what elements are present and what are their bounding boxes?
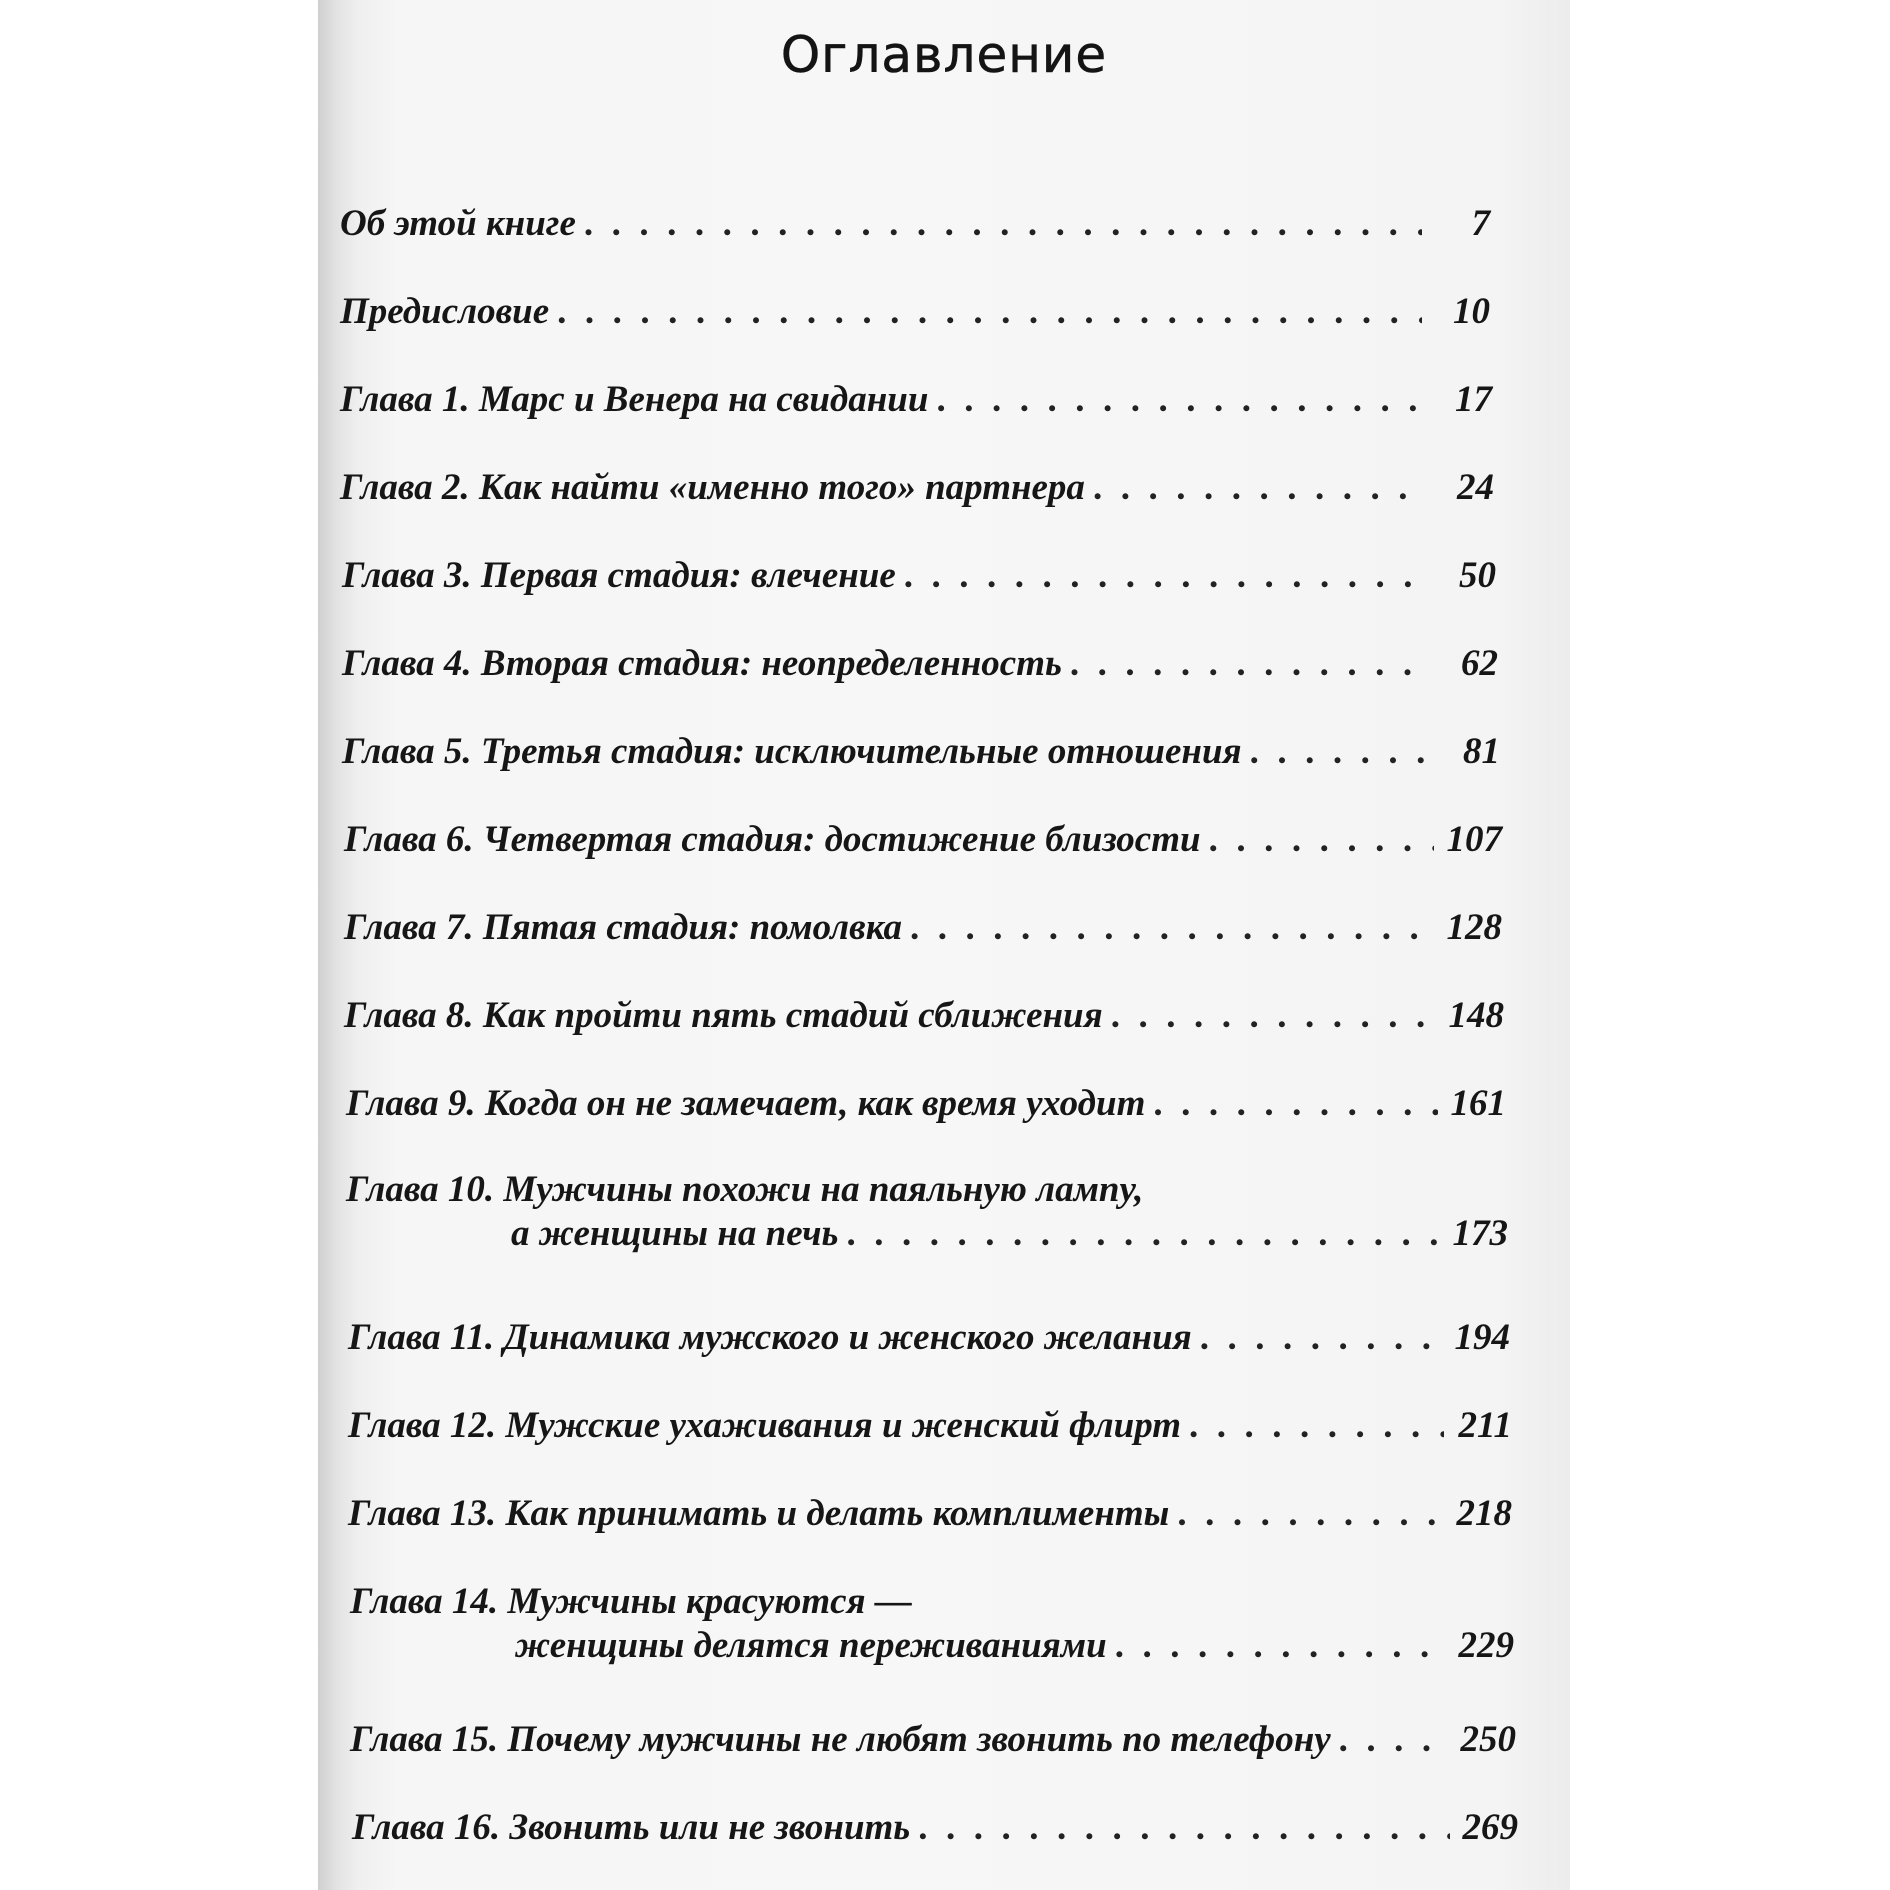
dot-leader [557,290,1422,334]
dot-leader [910,906,1434,950]
toc-entry [344,818,1502,862]
toc-entry-label: Предисловие [340,291,550,332]
toc-entry-label: Глава 3. Первая стадия: влечение [342,555,896,596]
toc-page-number: 161 [1450,1083,1506,1124]
toc-entry [348,1404,1512,1448]
toc-entry-label: Глава 4. Вторая стадия: неопределенность [342,643,1062,684]
toc-entry-label: Глава 13. Как принимать и делать комплименты [348,1493,1170,1534]
toc-entry [340,202,1490,246]
toc-page-number: 173 [1452,1213,1508,1254]
toc-entry-continuation: женщины делятся переживаниями [515,1625,1107,1666]
dot-leader [1070,642,1430,686]
toc-entry [340,466,1494,510]
toc-entry-label: Об этой книге [340,203,576,244]
toc-entry-label: Глава 12. Мужские ухаживания и женский флирт [348,1405,1182,1446]
dot-leader [904,554,1428,598]
dot-leader [936,378,1424,422]
toc-entry [342,730,1500,774]
dot-leader [1189,1404,1444,1448]
toc-entry [346,1168,1508,1256]
dot-leader [1093,466,1426,510]
toc-entry [342,642,1498,686]
dot-leader [1115,1624,1446,1668]
toc-entry-label: Глава 14. Мужчины красуются — [350,1581,912,1622]
toc-entry-label: Глава 10. Мужчины похожи на паяльную лампу, [346,1169,1144,1210]
toc-entry [340,378,1492,422]
toc-page-number: 128 [1446,907,1502,948]
toc-page-number: 10 [1453,291,1490,332]
toc-page-number: 194 [1454,1317,1510,1358]
dot-leader [1177,1492,1444,1536]
dot-leader [1209,818,1434,862]
toc-entry [348,1492,1512,1536]
toc-entry-label: Глава 15. Почему мужчины не любят звонить по телефону [350,1719,1331,1760]
toc-entry-label: Глава 11. Динамика мужского и женского желания [348,1317,1192,1358]
toc-page-number: 62 [1461,643,1498,684]
toc-page-number: 24 [1457,467,1494,508]
toc-page-number: 17 [1455,379,1492,420]
toc-entry [344,994,1504,1038]
dot-leader [1111,994,1436,1038]
toc-entry [342,554,1496,598]
dot-leader [1339,1718,1448,1762]
toc-page-number: 81 [1463,731,1500,772]
toc-entry-label: Глава 9. Когда он не замечает, как время уходит [346,1083,1146,1124]
dot-leader [584,202,1422,246]
toc-entry-label: Глава 2. Как найти «именно того» партнера [340,467,1085,508]
table-of-contents [318,0,1570,1890]
toc-entry-label: Глава 8. Как пройти пять стадий сближения [344,995,1103,1036]
book-page [318,0,1570,1890]
toc-entry-label: Глава 5. Третья стадия: исключительные отношения [342,731,1242,772]
dot-leader [1250,730,1432,774]
toc-page-number: 148 [1448,995,1504,1036]
toc-page-number: 50 [1459,555,1496,596]
dot-leader [1200,1316,1442,1360]
dot-leader [846,1212,1440,1256]
toc-entry [346,1082,1506,1126]
toc-entry [348,1316,1510,1360]
toc-entry [352,1806,1518,1850]
page-title: Оглавление [780,26,1108,84]
toc-entry [340,290,1490,334]
toc-entry-label: Глава 1. Марс и Венера на свидании [340,379,929,420]
toc-entry [350,1718,1516,1762]
toc-page-number: 229 [1458,1625,1514,1666]
dot-leader [918,1806,1450,1850]
toc-page-number: 107 [1446,819,1502,860]
toc-entry-label: Глава 6. Четвертая стадия: достижение близости [344,819,1201,860]
toc-entry-continuation: а женщины на печь [511,1213,839,1254]
toc-entry [344,906,1502,950]
toc-entry-label: Глава 7. Пятая стадия: помолвка [344,907,903,948]
toc-page-number: 211 [1458,1405,1512,1446]
toc-entry [350,1580,1514,1668]
toc-entry-label: Глава 16. Звонить или не звонить [352,1807,911,1848]
dot-leader [1153,1082,1438,1126]
toc-page-number: 218 [1456,1493,1512,1534]
toc-page-number: 7 [1471,203,1490,244]
toc-page-number: 250 [1460,1719,1516,1760]
toc-page-number: 269 [1462,1807,1518,1848]
